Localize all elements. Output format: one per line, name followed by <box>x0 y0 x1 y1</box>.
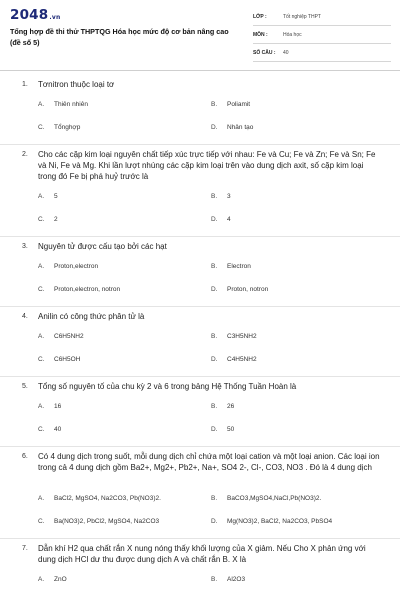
question-number: 1. <box>22 81 28 88</box>
option-letter: C. <box>38 356 45 363</box>
option-text: Tổnghợp <box>54 124 81 131</box>
answer-option[interactable] <box>38 576 67 583</box>
option-text: C3H5NH2 <box>227 333 257 340</box>
question-list <box>0 75 400 600</box>
option-text: Mg(NO3)2, BaCl2, Na2CO3, PbSO4 <box>227 518 333 525</box>
option-letter: A. <box>38 193 45 200</box>
question-number: 6. <box>22 453 28 460</box>
answer-option[interactable] <box>211 216 231 223</box>
option-letter: A. <box>38 403 45 410</box>
option-letter: C. <box>38 426 45 433</box>
question-text: Tổng số nguyên tố của chu kỳ 2 và 6 trong bảng Hệ Thống Tuần Hoàn là <box>38 382 297 391</box>
answer-option[interactable] <box>38 426 61 433</box>
question-number: 4. <box>22 313 28 320</box>
answer-option[interactable] <box>38 286 120 293</box>
question-item <box>0 539 400 600</box>
option-text: Proton,electron <box>54 263 99 270</box>
answer-option[interactable] <box>38 518 159 525</box>
answer-option[interactable] <box>211 495 321 502</box>
site-logo[interactable] <box>10 7 60 23</box>
option-letter: D. <box>211 426 218 433</box>
answer-option[interactable] <box>211 101 250 108</box>
option-text: Al2O3 <box>227 576 246 583</box>
option-text: 5 <box>54 193 58 200</box>
meta-row-subject <box>253 30 391 44</box>
option-text: BaCO3,MgSO4,NaCl,Pb(NO3)2. <box>227 495 322 502</box>
option-text: 26 <box>227 403 235 410</box>
logo-main: 2048 <box>10 7 49 23</box>
meta-label: MÔN : <box>253 32 268 38</box>
page-header <box>0 0 400 62</box>
answer-option[interactable] <box>211 263 251 270</box>
option-letter: C. <box>38 286 45 293</box>
meta-value: Tốt nghiệp THPT <box>283 14 321 20</box>
option-letter: A. <box>38 263 45 270</box>
question-text: Nguyên tử được cấu tạo bởi các hạt <box>38 242 167 251</box>
meta-label: LỚP : <box>253 14 267 20</box>
question-item <box>0 145 400 237</box>
answer-option[interactable] <box>211 193 231 200</box>
option-letter: A. <box>38 576 45 583</box>
answer-option[interactable] <box>211 426 234 433</box>
option-text: C6H5NH2 <box>54 333 84 340</box>
option-letter: B. <box>211 403 218 410</box>
answer-option[interactable] <box>211 403 234 410</box>
question-text: Dẫn khí H2 qua chất rắn X nung nóng thấy khối lượng của X giảm. Nếu Cho X phản ứng với dung dịch HCl dư thu được dung dịch A và chất rắn B. X là <box>38 544 366 564</box>
question-number: 2. <box>22 151 28 158</box>
option-text: ZnO <box>54 576 67 583</box>
option-letter: C. <box>38 518 45 525</box>
option-text: Proton, notron <box>227 286 269 293</box>
option-text: Nhân tạo <box>227 124 254 131</box>
logo-suffix: .vn <box>49 14 61 21</box>
option-text: 2 <box>54 216 58 223</box>
question-number: 5. <box>22 383 28 390</box>
option-letter: B. <box>211 576 218 583</box>
answer-option[interactable] <box>38 101 88 108</box>
option-letter: A. <box>38 333 45 340</box>
option-letter: C. <box>38 124 45 131</box>
answer-option[interactable] <box>38 403 61 410</box>
option-letter: D. <box>211 216 218 223</box>
meta-value: Hóa học <box>283 32 302 38</box>
question-text: Có 4 dung dịch trong suốt, mỗi dung dịch chỉ chứa một loại cation và một loại anion. Các loại ion trong cả 4 dung dịch gồm Ba2+, Mg2+, Pb2+, Na+, SO4 2-, Cl-, CO3, NO3 . Đó là 4 dung dịch <box>38 452 380 472</box>
answer-option[interactable] <box>38 216 58 223</box>
option-letter: D. <box>211 356 218 363</box>
answer-option[interactable] <box>38 495 161 502</box>
option-text: Electron <box>227 263 251 270</box>
option-text: Thiên nhiên <box>54 101 88 108</box>
question-item <box>0 307 400 377</box>
meta-row-class <box>253 12 391 26</box>
header-divider <box>0 70 400 71</box>
question-item <box>0 237 400 307</box>
option-text: Proton,electron, notron <box>54 286 121 293</box>
option-letter: D. <box>211 518 218 525</box>
question-text: Cho các cặp kim loại nguyên chất tiếp xúc trực tiếp với nhau: Fe và Cu; Fe và Zn; Fe và Sn; Fe và Ni, Fe và Mg. Khi lần lượt nhúng các cặp kim loại trên vào dung dịch axit, số cặp kim loại trong đó Fe bị phá huỷ trước là <box>38 150 376 181</box>
answer-option[interactable] <box>211 518 332 525</box>
answer-option[interactable] <box>38 124 80 131</box>
answer-option[interactable] <box>211 286 268 293</box>
option-letter: B. <box>211 495 218 502</box>
option-letter: D. <box>211 286 218 293</box>
option-text: Ba(NO3)2, PbCl2, MgSO4, Na2CO3 <box>54 518 160 525</box>
option-text: 50 <box>227 426 235 433</box>
question-text: Anilin có công thức phân tử là <box>38 312 145 321</box>
question-item <box>0 75 400 145</box>
answer-option[interactable] <box>211 576 245 583</box>
option-letter: B. <box>211 333 218 340</box>
option-letter: A. <box>38 101 45 108</box>
answer-option[interactable] <box>38 193 58 200</box>
option-letter: C. <box>38 216 45 223</box>
option-text: C4H5NH2 <box>227 356 257 363</box>
document-title: Tổng hợp đề thi thử THPTQG Hóa học mức độ cơ bản nâng cao (đề số 5) <box>10 27 229 47</box>
answer-option[interactable] <box>38 263 98 270</box>
option-text: 40 <box>54 426 62 433</box>
question-text: Tơnitron thuộc loại tơ <box>38 80 115 89</box>
question-item <box>0 447 400 539</box>
answer-option[interactable] <box>211 333 257 340</box>
option-letter: B. <box>211 101 218 108</box>
option-letter: D. <box>211 124 218 131</box>
option-text: 3 <box>227 193 231 200</box>
meta-label: SỐ CÂU : <box>253 50 276 56</box>
answer-option[interactable] <box>211 124 253 131</box>
question-item <box>0 377 400 447</box>
option-letter: A. <box>38 495 45 502</box>
option-text: 4 <box>227 216 231 223</box>
exam-meta <box>253 12 391 66</box>
answer-option[interactable] <box>38 333 84 340</box>
option-text: C6H5OH <box>54 356 81 363</box>
answer-option[interactable] <box>38 356 80 363</box>
question-number: 7. <box>22 545 28 552</box>
option-text: 16 <box>54 403 62 410</box>
meta-row-question-count <box>253 48 391 62</box>
option-text: Poliamit <box>227 101 251 108</box>
meta-value: 40 <box>283 50 289 56</box>
answer-option[interactable] <box>211 356 257 363</box>
option-text: BaCl2, MgSO4, Na2CO3, Pb(NO3)2. <box>54 495 161 502</box>
option-letter: B. <box>211 193 218 200</box>
question-number: 3. <box>22 243 28 250</box>
option-letter: B. <box>211 263 218 270</box>
